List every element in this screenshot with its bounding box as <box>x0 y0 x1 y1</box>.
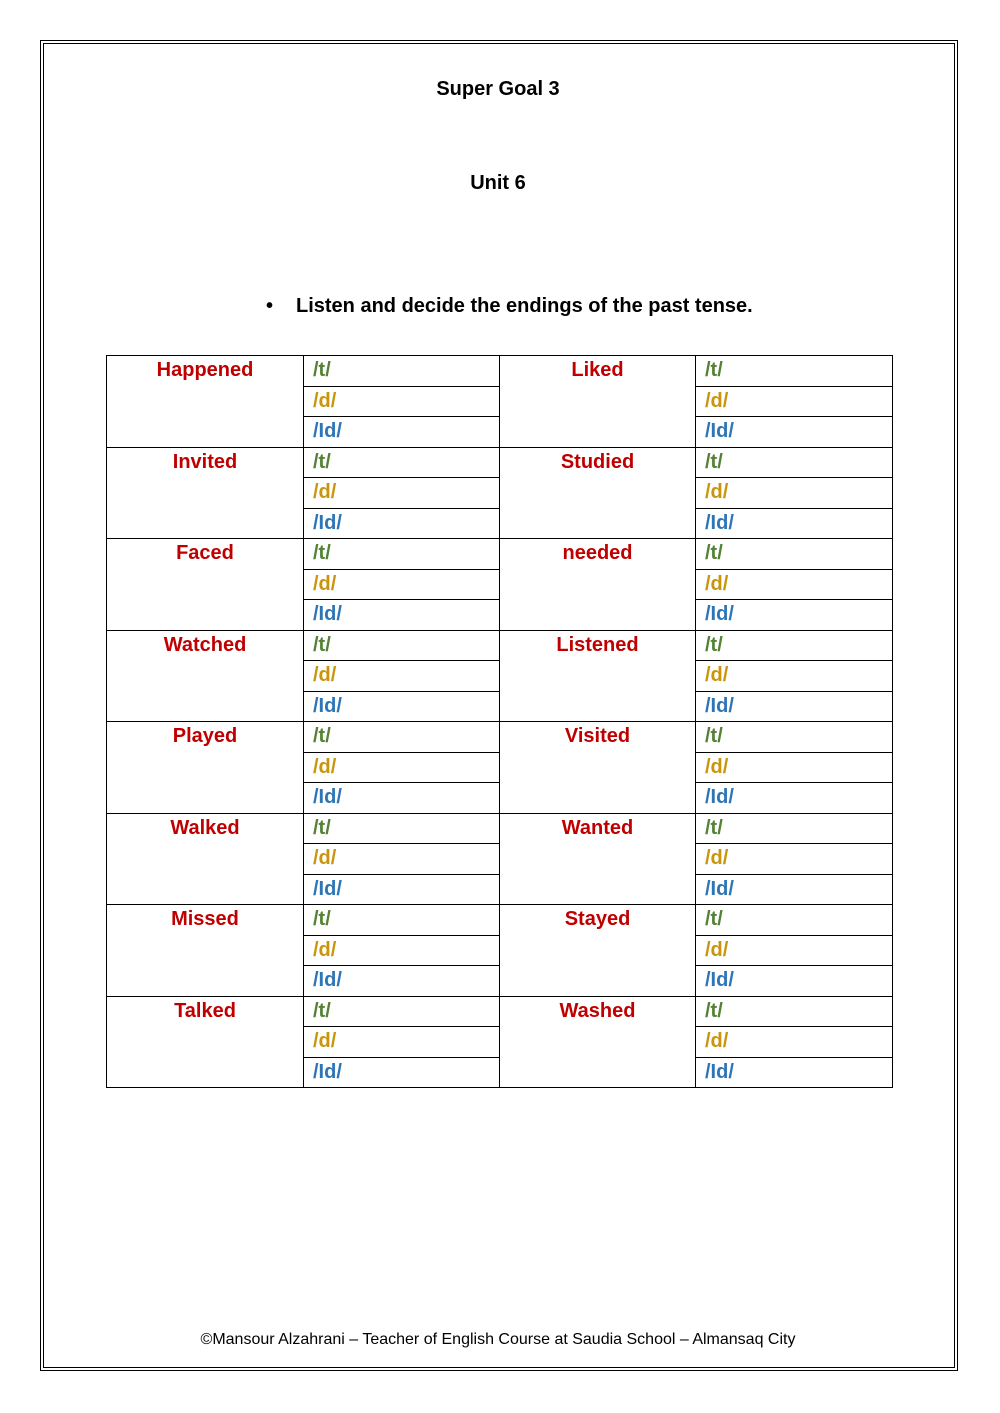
option-d[interactable]: /d/ <box>696 478 893 509</box>
option-id[interactable]: /Id/ <box>304 1057 500 1088</box>
option-id[interactable]: /Id/ <box>696 1057 893 1088</box>
option-id[interactable]: /Id/ <box>696 691 893 722</box>
verb-word: Liked <box>500 356 696 448</box>
option-id[interactable]: /Id/ <box>696 600 893 631</box>
option-id[interactable]: /Id/ <box>304 874 500 905</box>
verb-word: needed <box>500 539 696 631</box>
option-d[interactable]: /d/ <box>696 386 893 417</box>
option-d[interactable]: /d/ <box>696 844 893 875</box>
verb-word: Watched <box>107 630 304 722</box>
table-row <box>107 813 893 844</box>
option-d[interactable]: /d/ <box>304 661 500 692</box>
option-d[interactable]: /d/ <box>304 1027 500 1058</box>
verb-word: Washed <box>500 996 696 1088</box>
option-d[interactable]: /d/ <box>696 569 893 600</box>
table-row <box>107 722 893 753</box>
option-id[interactable]: /Id/ <box>304 783 500 814</box>
option-d[interactable]: /d/ <box>304 478 500 509</box>
footer-copyright: ©Mansour Alzahrani – Teacher of English Course at Saudia School – Almansaq City <box>200 1331 796 1348</box>
option-d[interactable]: /d/ <box>304 844 500 875</box>
verb-word: Faced <box>107 539 304 631</box>
verb-word: Talked <box>107 996 304 1088</box>
option-d[interactable]: /d/ <box>304 935 500 966</box>
instruction <box>266 295 753 318</box>
verb-word: Stayed <box>500 905 696 997</box>
option-t[interactable]: /t/ <box>304 356 500 387</box>
option-id[interactable]: /Id/ <box>696 966 893 997</box>
option-t[interactable]: /t/ <box>304 630 500 661</box>
instruction-text: Listen and decide the endings of the past tense. <box>296 295 753 317</box>
option-d[interactable]: /d/ <box>696 935 893 966</box>
table-row <box>107 630 893 661</box>
option-t[interactable]: /t/ <box>696 630 893 661</box>
option-d[interactable]: /d/ <box>696 661 893 692</box>
worksheet-title: Super Goal 3 <box>436 78 560 100</box>
option-id[interactable]: /Id/ <box>696 783 893 814</box>
table-row <box>107 447 893 478</box>
verb-word: Listened <box>500 630 696 722</box>
option-t[interactable]: /t/ <box>696 447 893 478</box>
verb-word: Missed <box>107 905 304 997</box>
option-t[interactable]: /t/ <box>696 905 893 936</box>
verb-word: Studied <box>500 447 696 539</box>
option-t[interactable]: /t/ <box>304 447 500 478</box>
option-d[interactable]: /d/ <box>696 752 893 783</box>
option-t[interactable]: /t/ <box>304 813 500 844</box>
option-id[interactable]: /Id/ <box>304 691 500 722</box>
option-t[interactable]: /t/ <box>696 539 893 570</box>
option-t[interactable]: /t/ <box>304 905 500 936</box>
option-t[interactable]: /t/ <box>304 722 500 753</box>
option-id[interactable]: /Id/ <box>304 417 500 448</box>
verb-word: Wanted <box>500 813 696 905</box>
option-t[interactable]: /t/ <box>696 996 893 1027</box>
option-id[interactable]: /Id/ <box>304 600 500 631</box>
option-t[interactable]: /t/ <box>304 996 500 1027</box>
verb-word: Played <box>107 722 304 814</box>
table-row <box>107 356 893 387</box>
option-d[interactable]: /d/ <box>304 386 500 417</box>
verb-word: Walked <box>107 813 304 905</box>
option-d[interactable]: /d/ <box>696 1027 893 1058</box>
option-d[interactable]: /d/ <box>304 752 500 783</box>
option-id[interactable]: /Id/ <box>304 966 500 997</box>
option-t[interactable]: /t/ <box>304 539 500 570</box>
table-row <box>107 905 893 936</box>
table-row <box>107 996 893 1027</box>
verb-word: Visited <box>500 722 696 814</box>
option-id[interactable]: /Id/ <box>696 417 893 448</box>
option-id[interactable]: /Id/ <box>696 874 893 905</box>
option-id[interactable]: /Id/ <box>304 508 500 539</box>
bullet-icon: • <box>266 295 274 317</box>
unit-title: Unit 6 <box>470 172 526 194</box>
past-tense-table <box>106 355 893 1088</box>
option-t[interactable]: /t/ <box>696 813 893 844</box>
table-row <box>107 539 893 570</box>
verb-word: Happened <box>107 356 304 448</box>
option-id[interactable]: /Id/ <box>696 508 893 539</box>
option-t[interactable]: /t/ <box>696 722 893 753</box>
option-d[interactable]: /d/ <box>304 569 500 600</box>
verb-word: Invited <box>107 447 304 539</box>
option-t[interactable]: /t/ <box>696 356 893 387</box>
